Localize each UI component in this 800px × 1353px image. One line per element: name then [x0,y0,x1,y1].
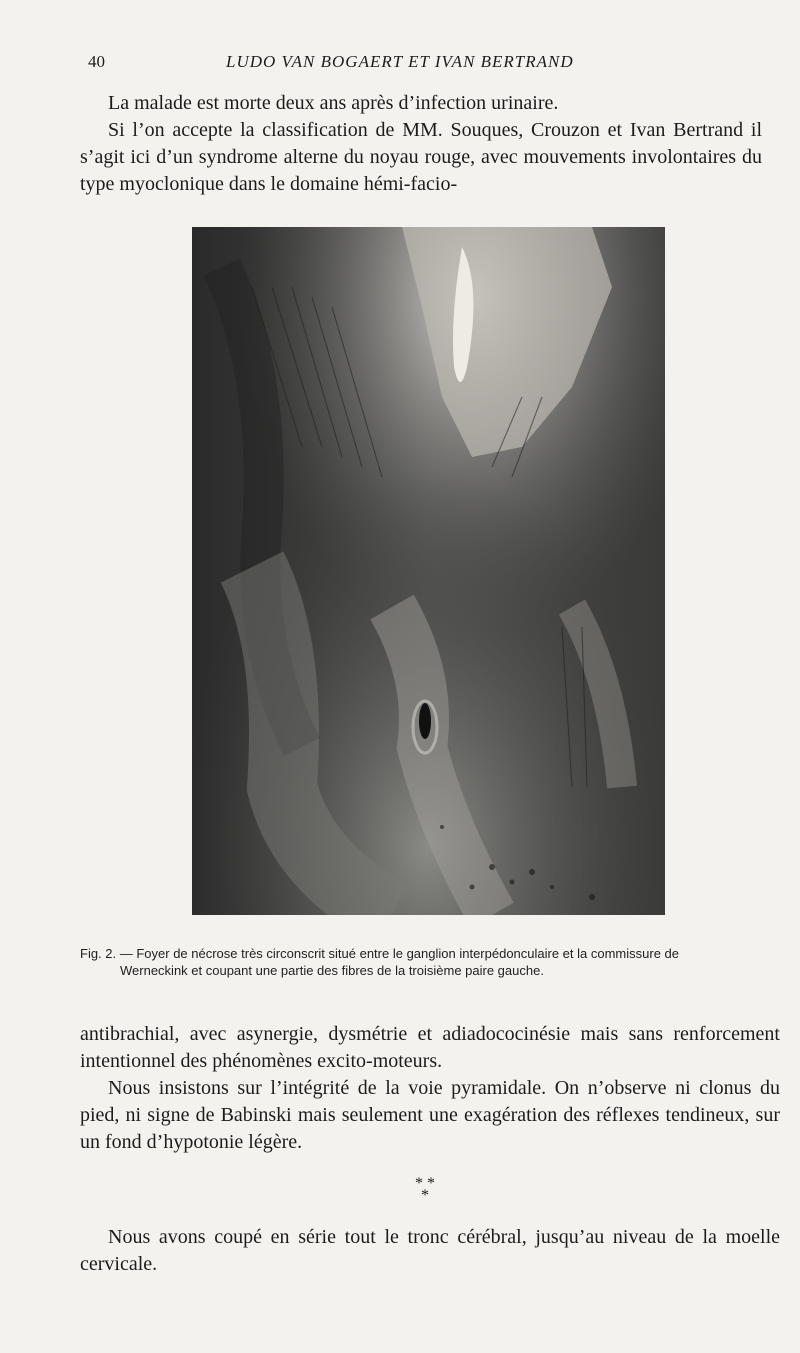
paragraph-final-text: Nous avons coupé en série tout le tronc cérébral, jusqu’au niveau de la moelle cervicale. [80,1226,780,1275]
paragraph-final [80,1224,780,1278]
paragraph-pyramidal-text: Nous insistons sur l’intégrité de la voie pyramidale. On n’observe ni clonus du pied, ni signe de Babinski mais seulement une exagération des réflexes tendineux, sur un fond d’hypotonie légère. [80,1077,780,1153]
paragraph-opening-text: La malade est morte deux ans après d’infection urinaire. [108,92,559,114]
page-number: 40 [88,52,105,71]
paragraph-classification [80,117,762,198]
section-break-asterisks: * * * [415,1175,435,1204]
figure-caption [80,945,700,979]
paragraph-antibrachial-text: antibrachial, avec asynergie, dysmétrie et adiadococinésie mais sans renforcement intentionnel des phénomènes excito-moteurs. [80,1023,780,1072]
paragraph-opening [108,90,668,117]
figure-caption-line2: Werneckink et coupant une partie des fibres de la troisième paire gauche. [120,963,544,978]
histology-figure [192,227,665,915]
running-head: LUDO VAN BOGAERT ET IVAN BERTRAND [226,52,574,71]
page-header [88,52,678,76]
brainstem-section-image [192,227,665,915]
paragraph-classification-text: Si l’on accepte la classification de MM. Souques, Crouzon et Ivan Bertrand il s’agit ici d’un syndrome alterne du noyau rouge, avec mouvements involontaires du type myoclonique dans le domaine hémi-facio- [80,119,762,195]
figure-caption-line1: Fig. 2. — Foyer de nécrose très circonscrit situé entre le ganglion interpédonculaire et la commissure de [80,946,680,961]
paragraph-pyramidal [80,1075,780,1156]
paragraph-antibrachial [80,1021,780,1075]
